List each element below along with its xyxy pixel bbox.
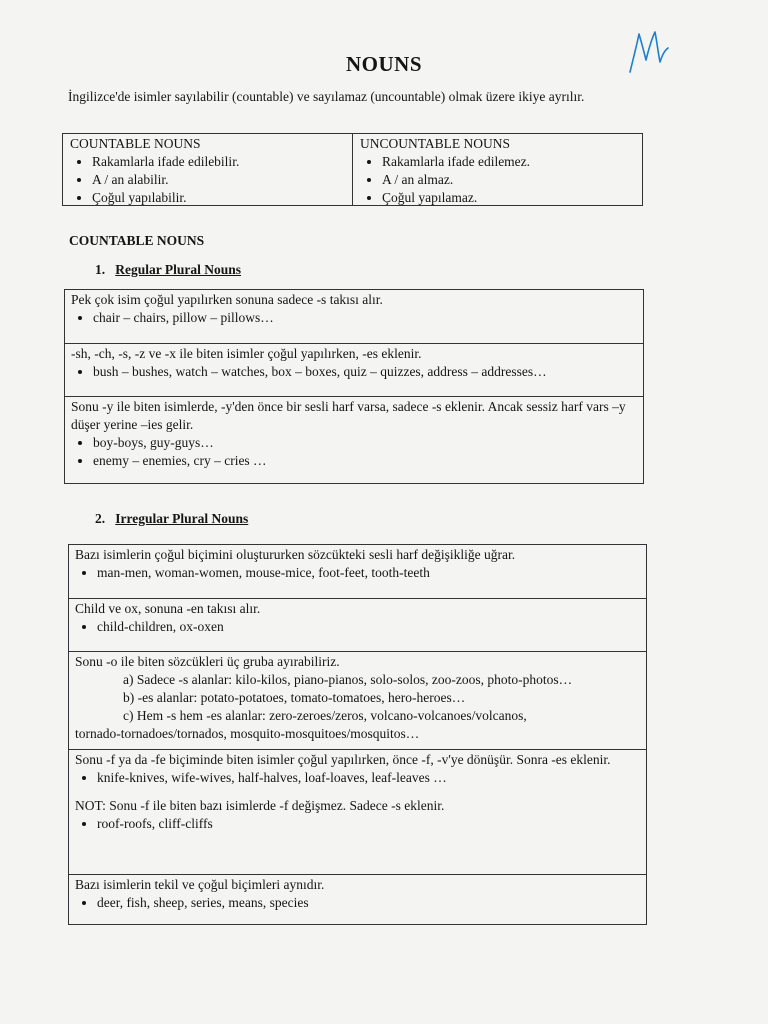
irregular-heading [95,511,248,527]
rule-cell [65,290,643,343]
countable-item: • A / an alabilir. [92,171,345,189]
rule-text: Child ve ox, sonuna -en takısı alır. [75,601,261,616]
regular-number: 1. [95,262,106,277]
irregular-rules-table [68,544,647,925]
irregular-number: 2. [95,511,106,526]
uncountable-column [352,134,642,205]
uncountable-item: • Çoğul yapılamaz. [382,189,635,207]
rule-cell [69,874,646,924]
rule-example: • child-children, ox-oxen [97,618,640,636]
rule-text: Bazı isimlerin tekil ve çoğul biçimleri aynıdır. [75,877,325,892]
note-text: NOT: Sonu -f ile biten bazı isimlerde -f değişmez. Sadece -s eklenir. [75,798,445,813]
countable-item: • Çoğul yapılabilir. [92,189,345,207]
rule-cell [69,598,646,651]
rule-text: Sonu -f ya da -fe biçiminde biten isimler çoğul yapılırken, önce -f, -v'ye dönüşür. Sonra -es eklenir. [75,752,611,767]
rule-cell [65,396,643,483]
rule-example: • man-men, woman-women, mouse-mice, foot-feet, tooth-teeth [97,564,640,582]
rule-cell [69,545,646,598]
rule-example: • enemy – enemies, cry – cries … [93,452,637,470]
rule-example: • chair – chairs, pillow – pillows… [93,309,637,327]
rule-text: -sh, -ch, -s, -z ve -x ile biten isimler çoğul yapılırken, -es eklenir. [71,346,422,361]
countable-column [63,134,352,205]
regular-heading [95,262,241,278]
sub-rule: a) Sadece -s alanlar: kilo-kilos, piano-pianos, solo-solos, zoo-zoos, photo-photos… [123,672,573,687]
countable-header: COUNTABLE NOUNS [70,136,201,151]
irregular-title: Irregular Plural Nouns [115,511,249,526]
intro-text: İngilizce'de isimler sayılabilir (countable) ve sayılamaz (uncountable) olmak üzere ikiye ayrılır. [68,89,585,104]
rule-text: Pek çok isim çoğul yapılırken sonuna sadece -s takısı alır. [71,292,383,307]
handwritten-mark-icon [624,26,674,78]
regular-rules-table [64,289,644,484]
sub-rule-continuation: tornado-tornadoes/tornados, mosquito-mosquitoes/mosquitos… [75,726,420,741]
rule-text: Bazı isimlerin çoğul biçimini oluştururken sözcükteki sesli harf değişikliğe uğrar. [75,547,516,562]
sub-rule: b) -es alanlar: potato-potatoes, tomato-tomatoes, hero-heroes… [123,690,466,705]
countable-item: • Rakamlarla ifade edilebilir. [92,153,345,171]
uncountable-item: • A / an almaz. [382,171,635,189]
regular-title: Regular Plural Nouns [115,262,242,277]
rule-text: Sonu -o ile biten sözcükleri üç gruba ayırabiliriz. [75,654,340,669]
uncountable-item: • Rakamlarla ifade edilemez. [382,153,635,171]
page-title: NOUNS [345,52,422,76]
rule-example: • knife-knives, wife-wives, half-halves, loaf-loaves, leaf-leaves … [97,769,640,787]
rule-cell [65,343,643,396]
rule-cell [69,749,646,874]
uncountable-header: UNCOUNTABLE NOUNS [360,136,511,151]
rule-example: • bush – bushes, watch – watches, box – boxes, quiz – quizzes, address – addresses… [93,363,637,381]
rule-cell [69,651,646,749]
note-example: • roof-roofs, cliff-cliffs [97,815,640,833]
comparison-table [62,133,643,206]
sub-rule: c) Hem -s hem -es alanlar: zero-zeroes/zeros, volcano-volcanoes/volcanos, [123,708,527,723]
rule-text: Sonu -y ile biten isimlerde, -y'den önce bir sesli harf varsa, sadece -s eklenir. Ancak sessiz harf vars –y düşer yerine –ies gelir. [71,399,626,432]
rule-example: • boy-boys, guy-guys… [93,434,637,452]
rule-example: • deer, fish, sheep, series, means, species [97,894,640,912]
section-title: COUNTABLE NOUNS [69,233,205,248]
